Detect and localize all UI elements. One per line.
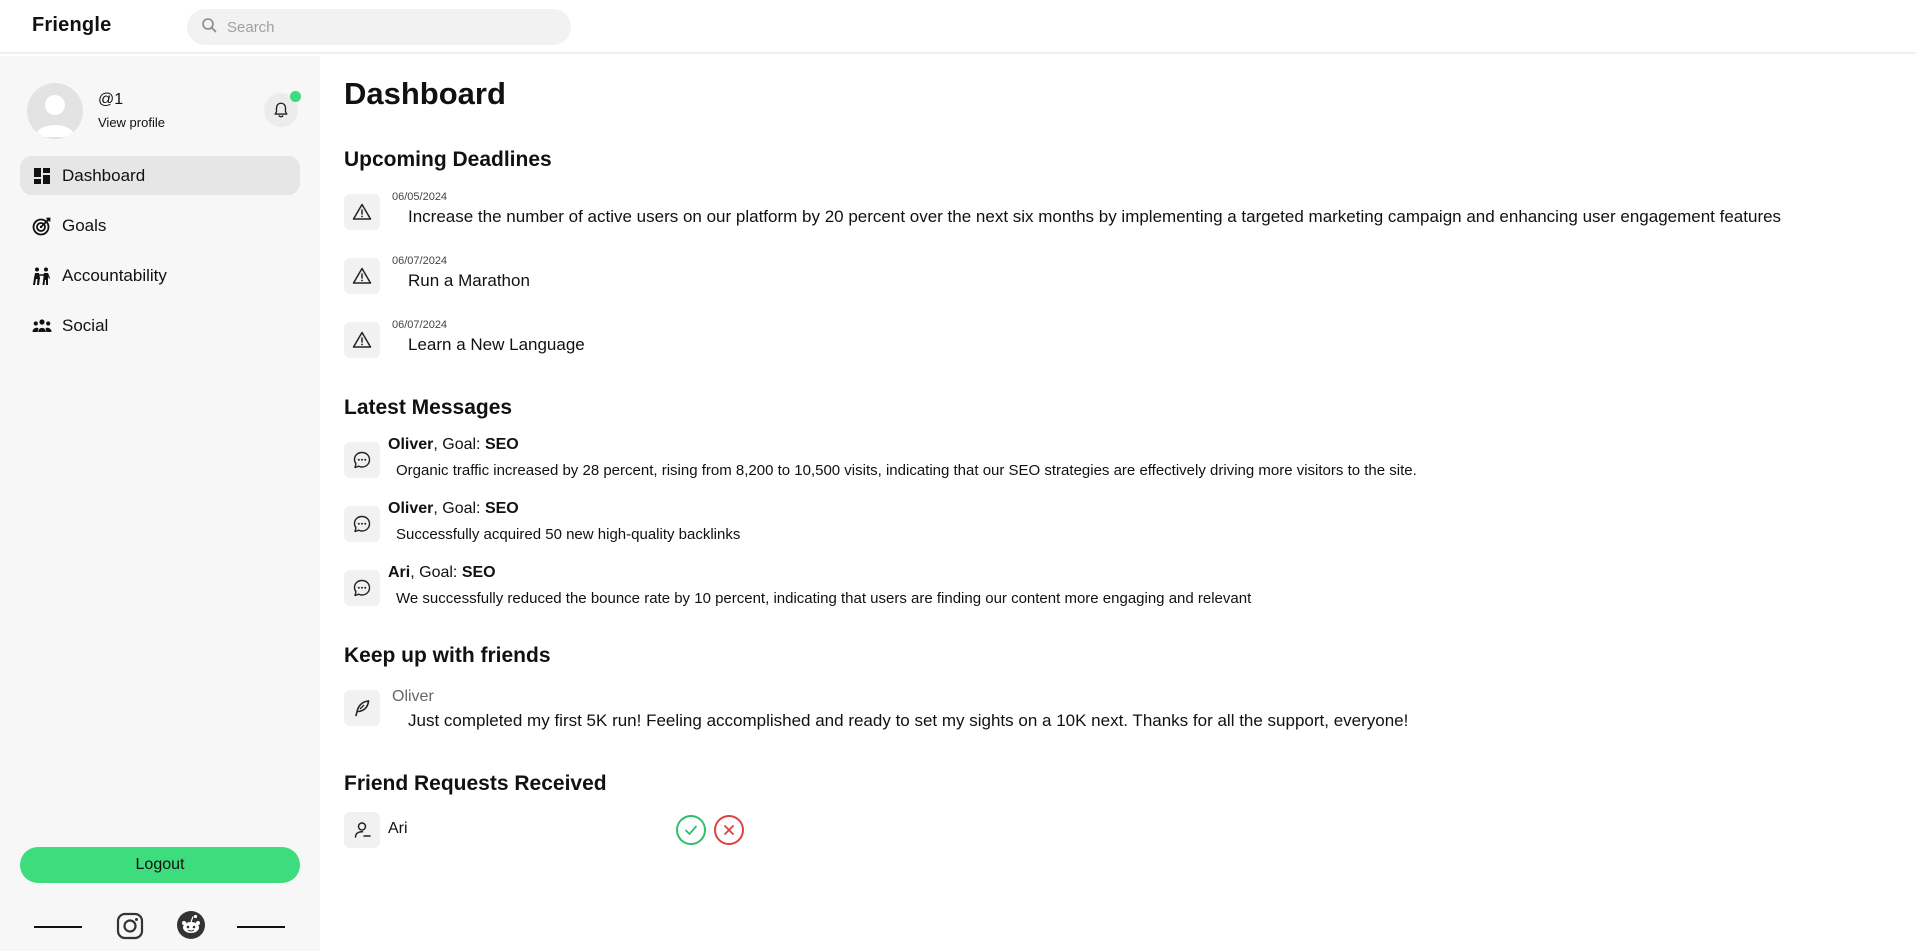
- warning-icon: [344, 322, 380, 358]
- warning-icon: [344, 258, 380, 294]
- user-add-icon: [344, 812, 380, 848]
- friend-post-text: Just completed my first 5K run! Feeling accomplished and ready to set my sights on a 10K next. Thanks for all the support, everyone!: [408, 711, 1409, 730]
- divider: [34, 926, 82, 928]
- message-goal: SEO: [461, 564, 496, 581]
- deadline-text[interactable]: Run a Marathon: [408, 271, 530, 290]
- check-icon: [683, 822, 699, 838]
- sidebar-item-label: Social: [62, 315, 109, 335]
- message-sender: Oliver: [388, 500, 434, 517]
- search-input[interactable]: [225, 18, 545, 37]
- request-name: Ari: [388, 820, 408, 837]
- friend-name[interactable]: Oliver: [392, 688, 434, 705]
- deadline-text[interactable]: Increase the number of active users on our platform by 20 percent over the next six months by implementing a targeted marketing campaign and enhancing user engagement features: [408, 207, 1782, 226]
- sidebar-nav: [20, 156, 300, 356]
- page-title: Dashboard: [344, 76, 506, 111]
- message-sender: Ari: [388, 564, 411, 581]
- message-goal-label: , Goal:: [433, 500, 485, 517]
- sidebar-item-dashboard[interactable]: [20, 156, 300, 195]
- close-icon: [721, 822, 737, 838]
- chat-bubble-icon: [344, 570, 380, 606]
- sidebar-item-label: Goals: [62, 215, 107, 235]
- sidebar: [0, 56, 320, 951]
- message-goal-label: , Goal:: [410, 564, 462, 581]
- search-icon: [201, 17, 217, 38]
- warning-icon: [344, 194, 380, 230]
- group-icon: [32, 316, 52, 336]
- search-box[interactable]: [187, 9, 571, 45]
- message-goal: SEO: [484, 500, 519, 517]
- accept-request-button[interactable]: [676, 815, 706, 845]
- message-text: Organic traffic increased by 28 percent, rising from 8,200 to 10,500 visits, indicating that our SEO strategies are effectively driving more visitors to the site.: [396, 462, 1417, 479]
- username: @1: [98, 91, 124, 108]
- avatar[interactable]: [27, 83, 83, 139]
- reddit-icon[interactable]: [176, 910, 206, 940]
- sidebar-item-goals[interactable]: [20, 206, 300, 245]
- target-icon: [32, 216, 52, 236]
- message-sender: Oliver: [388, 436, 434, 453]
- message-header[interactable]: [388, 564, 496, 582]
- sidebar-item-social[interactable]: [20, 306, 300, 345]
- message-text: Successfully acquired 50 new high-quality backlinks: [396, 526, 741, 543]
- friend-requests-title: Friend Requests Received: [344, 772, 607, 795]
- message-goal-label: , Goal:: [433, 436, 485, 453]
- feather-icon: [344, 690, 380, 726]
- deadlines-title: Upcoming Deadlines: [344, 148, 552, 171]
- deadline-text[interactable]: Learn a New Language: [408, 335, 585, 354]
- instagram-icon[interactable]: [116, 912, 144, 940]
- dashboard-icon: [32, 166, 52, 186]
- messages-title: Latest Messages: [344, 396, 513, 419]
- logout-button[interactable]: Logout: [20, 847, 300, 883]
- app-logo[interactable]: Friengle: [32, 14, 112, 36]
- people-walking-icon: [32, 266, 52, 286]
- view-profile-link[interactable]: View profile: [98, 115, 165, 130]
- online-status-dot: [290, 91, 301, 102]
- deadline-date: 06/07/2024: [392, 255, 448, 267]
- message-text: We successfully reduced the bounce rate by 10 percent, indicating that users are finding our content more engaging and relevant: [396, 590, 1252, 607]
- message-goal: SEO: [484, 436, 519, 453]
- sidebar-item-accountability[interactable]: [20, 256, 300, 295]
- bell-icon: [272, 101, 290, 119]
- main-content: [344, 56, 1904, 951]
- chat-bubble-icon: [344, 506, 380, 542]
- reject-request-button[interactable]: [714, 815, 744, 845]
- deadline-date: 06/05/2024: [392, 191, 448, 203]
- friends-title: Keep up with friends: [344, 644, 551, 667]
- sidebar-item-label: Accountability: [62, 265, 167, 285]
- message-header[interactable]: [388, 500, 519, 518]
- chat-bubble-icon: [344, 442, 380, 478]
- divider: [237, 926, 285, 928]
- social-links: [0, 906, 320, 946]
- top-bar: [0, 0, 1916, 54]
- deadline-date: 06/07/2024: [392, 319, 448, 331]
- sidebar-item-label: Dashboard: [62, 165, 146, 185]
- message-header[interactable]: [388, 436, 519, 454]
- user-placeholder-icon: [27, 83, 83, 139]
